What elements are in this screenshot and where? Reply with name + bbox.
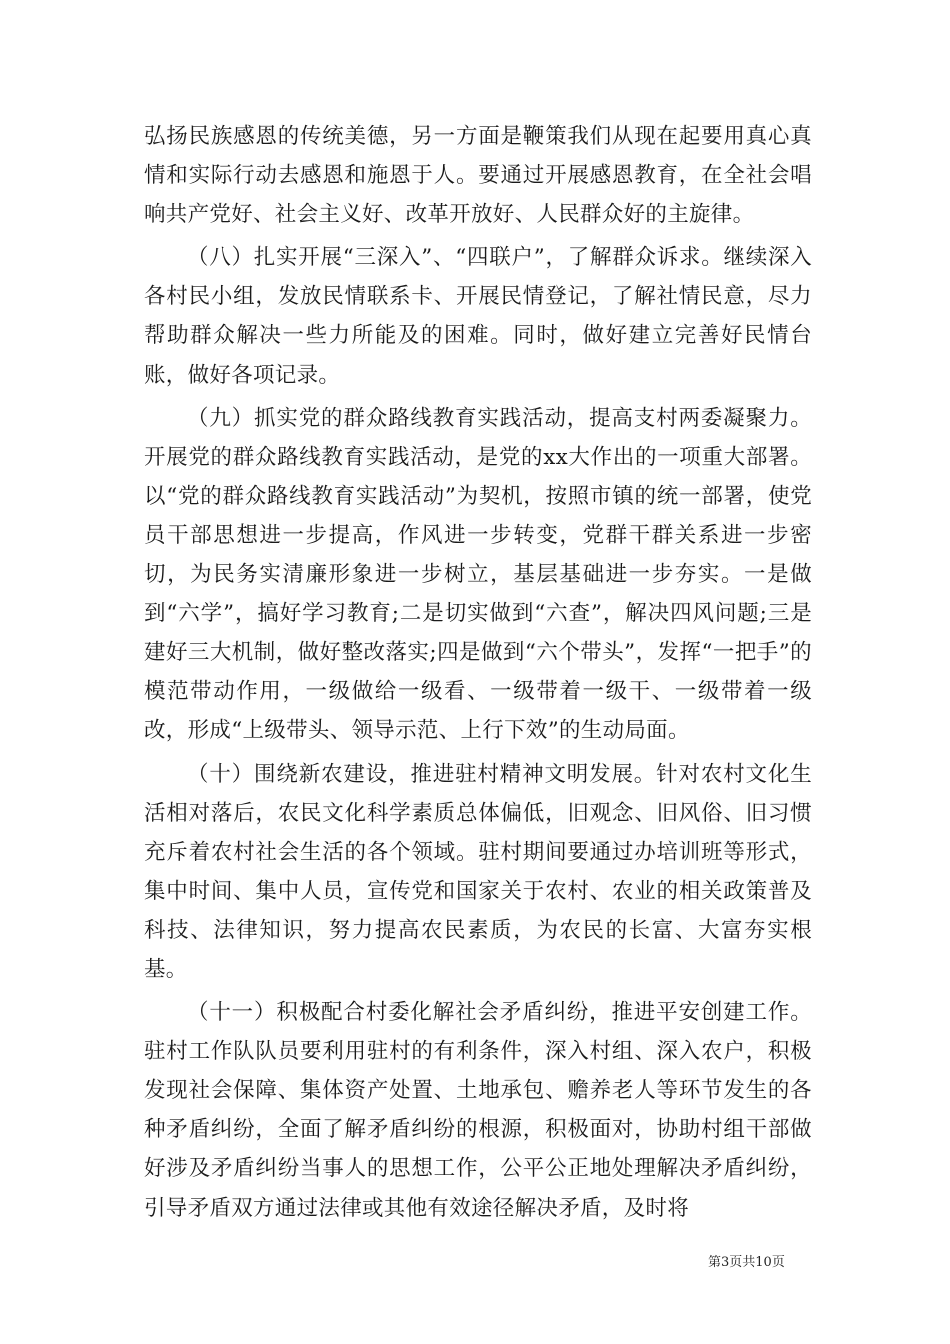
paragraph-section-9: （九）抓实党的群众路线教育实践活动，提高支村两委凝聚力。开展党的群众路线教育实践活动，是党的xx大作出的一项重大部署。以“党的群众路线教育实践活动”为契机，按照市镇的统一部署，使党员干部思想进一步提高，作风进一步转变，党群干群关系进一步密切，为民务实清廉形象进一步树立，基层基础进一步夯实。一是做到“六学”，搞好学习教育;二是切实做到“六查”，解决四风问题;三是建好三大机制，做好整改落实;四是做到“六个带头”，发挥“一把手”的模范带动作用，一级做给一级看、一级带着一级干、一级带着一级改，形成“上级带头、领导示范、上行下效”的生动局面。 xyxy=(144,405,812,744)
paragraph-section-8: （八）扎实开展“三深入”、“四联户”，了解群众诉求。继续深入各村民小组，发放民情联系卡、开展民情登记，了解社情民意，尽力帮助群众解决一些力所能及的困难。同时，做好建立完善好民情台账，做好各项记录。 xyxy=(144,245,812,388)
page-number-footer: 第3页共10页 xyxy=(708,1255,785,1270)
document-body xyxy=(144,117,812,1228)
paragraph-section-10: （十）围绕新农建设，推进驻村精神文明发展。针对农村文化生活相对落后，农民文化科学素质总体偏低，旧观念、旧风俗、旧习惯充斥着农村社会生活的各个领域。驻村期间要通过办培训班等形式，集中时间、集中人员，宣传党和国家关于农村、农业的相关政策普及科技、法律知识，努力提高农民素质，为农民的长富、大富夯实根基。 xyxy=(144,761,812,982)
paragraph-section-11: （十一）积极配合村委化解社会矛盾纠纷，推进平安创建工作。驻村工作队队员要利用驻村的有利条件，深入村组、深入农户，积极发现社会保障、集体资产处置、土地承包、赡养老人等环节发生的各种矛盾纠纷，全面了解矛盾纠纷的根源，积极面对，协助村组干部做好涉及矛盾纠纷当事人的思想工作，公平公正地处理解决矛盾纠纷，引导矛盾双方通过法律或其他有效途径解决矛盾，及时将 xyxy=(144,1000,812,1221)
paragraph-continuation: 弘扬民族感恩的传统美德，另一方面是鞭策我们从现在起要用真心真情和实际行动去感恩和施恩于人。要通过开展感恩教育，在全社会唱响共产党好、社会主义好、改革开放好、人民群众好的主旋律。 xyxy=(144,124,812,228)
